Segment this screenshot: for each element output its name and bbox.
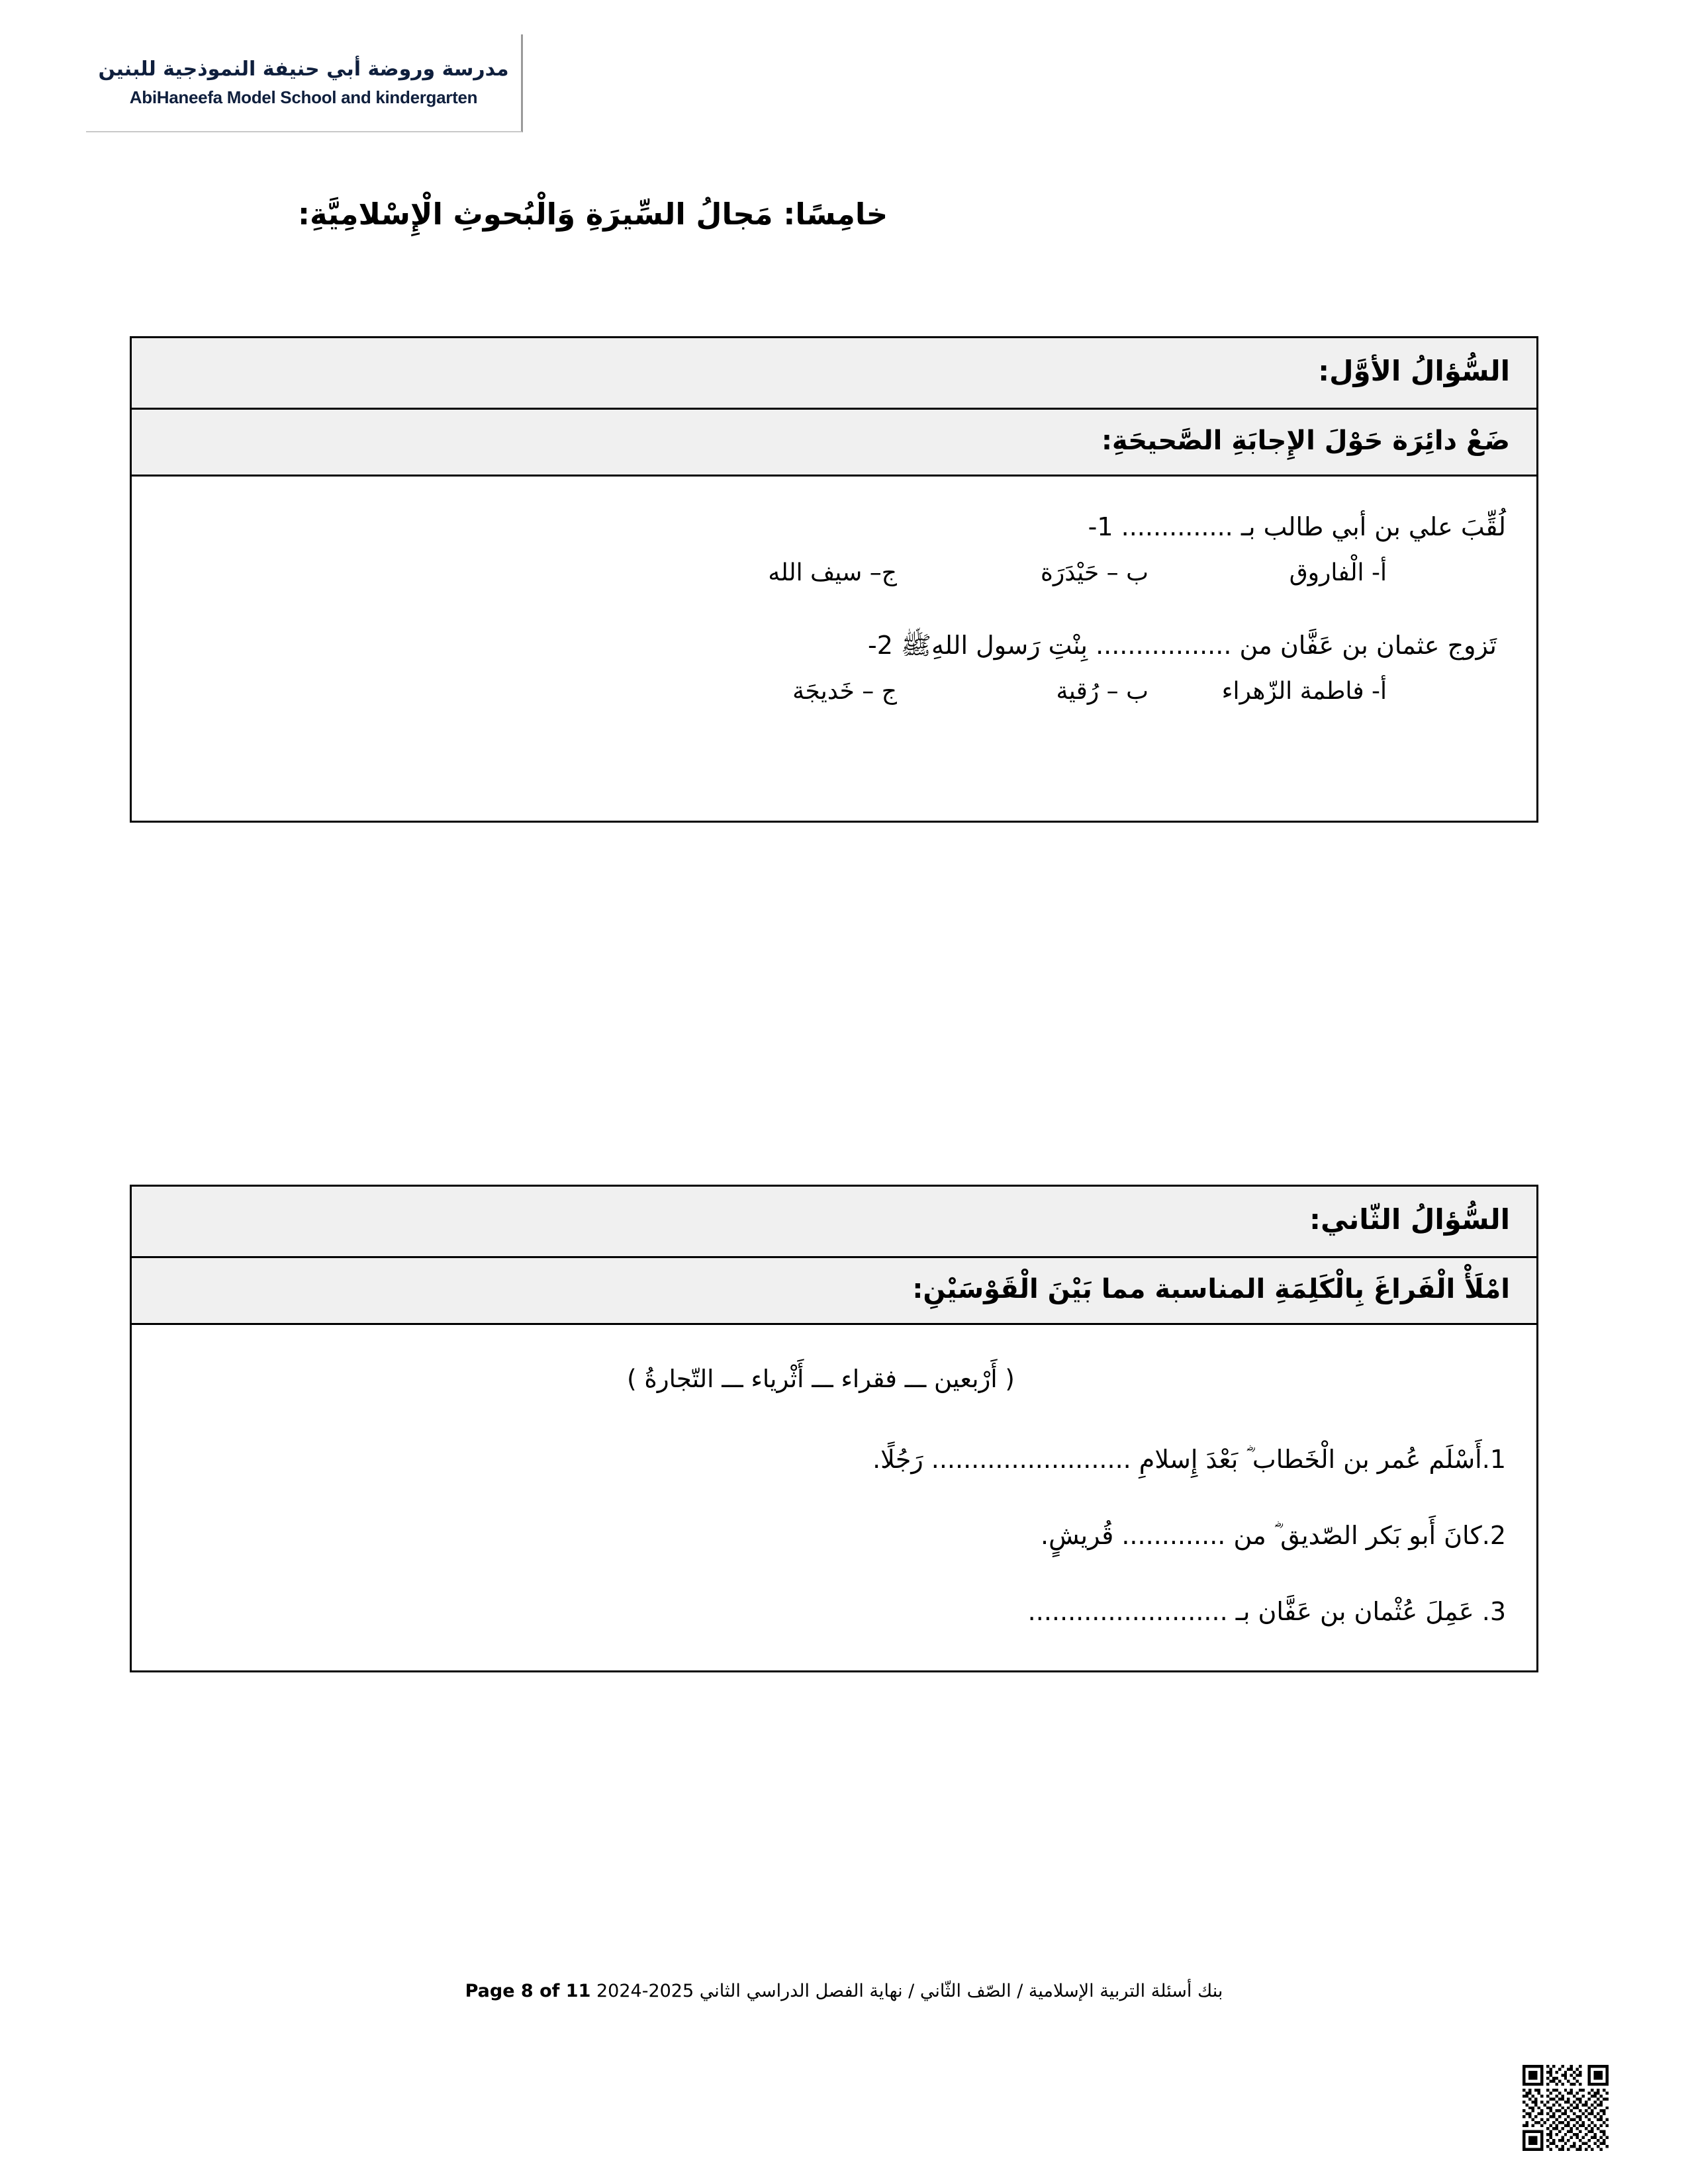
school-name-english: AbiHaneefa Model School and kindergarten xyxy=(129,87,478,107)
fill-blank-item-1[interactable]: 1.أَسْلَم عُمر بن الْخَطاب ؓ بَعْدَ إِسلامِ ......................... رَجُلًا. xyxy=(872,1445,1506,1475)
fill-blank-item-3[interactable]: 3. عَمِلَ عُثْمان بن عَفَّان بـ ......................... xyxy=(1027,1597,1506,1627)
question-item-2-number: 2- xyxy=(868,630,893,660)
question-one-heading: السُّؤالُ الأوَّل: xyxy=(132,338,1536,410)
question-two-instruction: امْلَأْ الْفَراغَ بِالْكَلِمَةِ المناسبة مما بَيْنَ الْقَوْسَيْنِ: xyxy=(132,1258,1536,1325)
question-one-body xyxy=(132,477,1536,821)
option-b[interactable]: ب – حَيْدَرَة xyxy=(1040,559,1149,586)
word-bank: ( أَرْبعين ـــ فقراء ـــ أَثْرياء ـــ التّجارةُ ) xyxy=(627,1364,1015,1393)
question-one-instruction: ضَعْ دائِرَة حَوْلَ الإِجابَةِ الصَّحيحَةِ: xyxy=(132,410,1536,477)
question-item-2 xyxy=(162,627,1506,664)
section-title-text: خامِسًا: مَجالُ السِّيرَةِ وَالْبُحوثِ الْإِسْلامِيَّةِ: xyxy=(298,197,888,232)
qr-code-glyph xyxy=(1523,2065,1609,2151)
option-a[interactable]: أ- فاطمة الزّهراء xyxy=(1221,677,1387,705)
option-c[interactable]: ج – خَديجَة xyxy=(792,677,897,705)
fill-blank-item-2[interactable]: 2.كانَ أَبو بَكر الصّديق ؓ من ............. قُريشٍ. xyxy=(1041,1521,1506,1551)
footer-text: بنك أسئلة التربية الإسلامية / الصّف الثّاني / نهاية الفصل الدراسي الثاني 2025-2024 xyxy=(596,1981,1223,2001)
question-two-box xyxy=(130,1185,1538,1672)
question-item-1-number: 1- xyxy=(1088,512,1113,541)
section-title xyxy=(298,193,1523,235)
question-two-body xyxy=(132,1325,1536,1671)
qr-code xyxy=(1523,2065,1609,2151)
question-two-heading: السُّؤالُ الثّاني: xyxy=(132,1187,1536,1258)
page-number-label: Page 8 of 11 xyxy=(465,1981,591,2001)
question-item-1-options xyxy=(162,555,1506,591)
question-item-1 xyxy=(162,508,1506,546)
page-footer xyxy=(0,1979,1688,2004)
school-name-arabic: مدرسة وروضة أبي حنيفة النموذجية للبنين xyxy=(98,58,509,81)
question-item-2-options xyxy=(162,674,1506,709)
question-item-2-text: تَزوج عثمان بن عَفَّان من ................. بِنْتِ رَسول اللهِﷺ xyxy=(901,630,1497,660)
question-one-box xyxy=(130,336,1538,823)
school-letterhead xyxy=(86,34,523,132)
option-a[interactable]: أ- الْفاروق xyxy=(1289,559,1387,586)
question-item-1-text: لُقِّبَ علي بن أبي طالب بـ .............. xyxy=(1121,512,1506,541)
option-b[interactable]: ب – رُقية xyxy=(1056,677,1149,705)
option-c[interactable]: ج– سيف الله xyxy=(768,559,897,586)
